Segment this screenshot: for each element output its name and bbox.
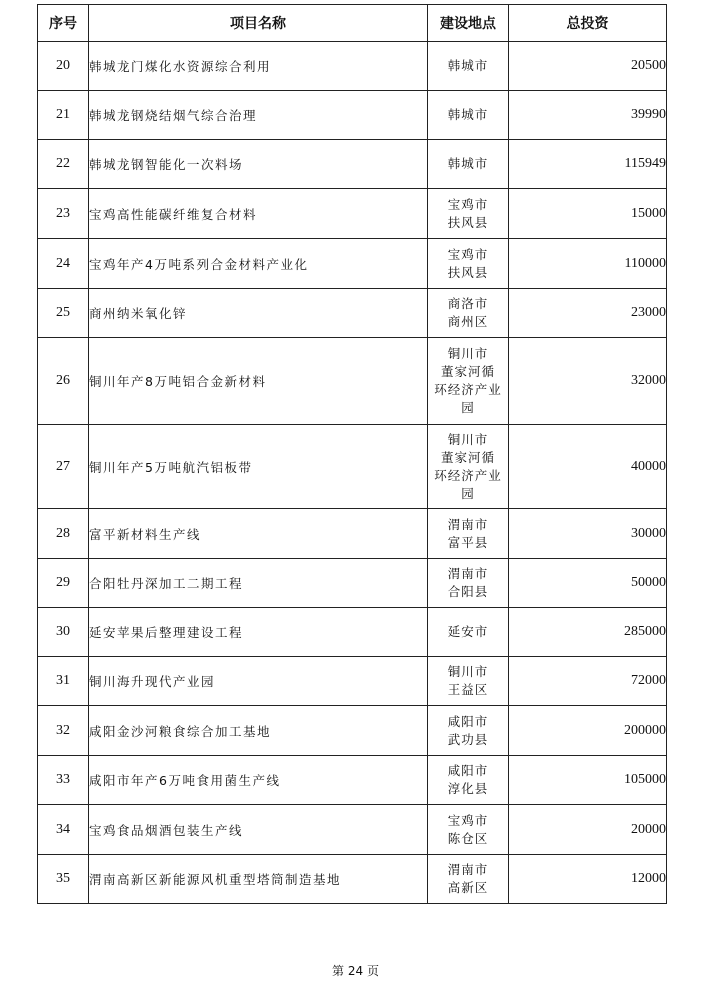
total-investment: 50000 bbox=[509, 559, 667, 608]
header-investment: 总投资 bbox=[509, 5, 667, 42]
project-location bbox=[428, 657, 509, 706]
project-table bbox=[37, 4, 667, 904]
table-row bbox=[38, 189, 667, 239]
location-line: 宝鸡市 bbox=[447, 812, 489, 828]
project-location bbox=[428, 805, 509, 855]
table-row bbox=[38, 289, 667, 338]
location-line: 韩城市 bbox=[447, 107, 489, 122]
table-row bbox=[38, 509, 667, 559]
project-name: 韩城龙钢智能化一次料场 bbox=[89, 140, 428, 189]
total-investment: 105000 bbox=[509, 756, 667, 805]
location-line: 园 bbox=[461, 400, 475, 415]
table-header-row bbox=[38, 5, 667, 42]
location-line: 董家河循 bbox=[440, 449, 495, 465]
row-number: 34 bbox=[38, 805, 89, 855]
project-name: 富平新材料生产线 bbox=[89, 509, 428, 559]
location-line: 铜川市 bbox=[447, 431, 489, 447]
table-row bbox=[38, 140, 667, 189]
project-location bbox=[428, 509, 509, 559]
location-line: 淳化县 bbox=[447, 781, 489, 796]
project-location bbox=[428, 140, 509, 189]
location-line: 宝鸡市 bbox=[447, 246, 489, 262]
project-name: 咸阳市年产6万吨食用菌生产线 bbox=[89, 756, 428, 805]
row-number: 24 bbox=[38, 239, 89, 289]
project-location bbox=[428, 756, 509, 805]
location-line: 园 bbox=[461, 485, 475, 501]
location-line: 咸阳市 bbox=[447, 713, 489, 729]
table-row bbox=[38, 91, 667, 140]
header-name: 项目名称 bbox=[89, 5, 428, 42]
header-location: 建设地点 bbox=[428, 5, 509, 42]
location-line: 渭南市 bbox=[447, 566, 489, 581]
total-investment: 40000 bbox=[509, 425, 667, 509]
location-line: 董家河循 bbox=[440, 364, 495, 379]
location-line: 宝鸡市 bbox=[447, 196, 489, 212]
total-investment: 115949 bbox=[509, 140, 667, 189]
total-investment: 30000 bbox=[509, 509, 667, 559]
project-name: 韩城龙门煤化水资源综合利用 bbox=[89, 42, 428, 91]
total-investment: 200000 bbox=[509, 706, 667, 756]
location-line: 铜川市 bbox=[447, 664, 489, 679]
project-location bbox=[428, 706, 509, 756]
project-location bbox=[428, 189, 509, 239]
total-investment: 12000 bbox=[509, 855, 667, 904]
project-name: 渭南高新区新能源风机重型塔筒制造基地 bbox=[89, 855, 428, 904]
project-location bbox=[428, 338, 509, 425]
table-row bbox=[38, 805, 667, 855]
row-number: 33 bbox=[38, 756, 89, 805]
location-line: 商洛市 bbox=[447, 296, 489, 311]
location-line: 韩城市 bbox=[447, 58, 489, 73]
total-investment: 32000 bbox=[509, 338, 667, 425]
header-no: 序号 bbox=[38, 5, 89, 42]
location-line: 商州区 bbox=[447, 314, 489, 329]
project-name: 宝鸡年产4万吨系列合金材料产业化 bbox=[89, 239, 428, 289]
project-location bbox=[428, 91, 509, 140]
total-investment: 20000 bbox=[509, 805, 667, 855]
project-location bbox=[428, 239, 509, 289]
row-number: 26 bbox=[38, 338, 89, 425]
location-line: 环经济产业 bbox=[434, 467, 502, 483]
location-line: 陈仓区 bbox=[447, 830, 489, 846]
project-name: 宝鸡食品烟酒包装生产线 bbox=[89, 805, 428, 855]
total-investment: 39990 bbox=[509, 91, 667, 140]
location-line: 延安市 bbox=[447, 624, 489, 639]
row-number: 21 bbox=[38, 91, 89, 140]
project-location bbox=[428, 289, 509, 338]
row-number: 20 bbox=[38, 42, 89, 91]
row-number: 30 bbox=[38, 608, 89, 657]
table-row bbox=[38, 425, 667, 509]
row-number: 22 bbox=[38, 140, 89, 189]
project-location bbox=[428, 42, 509, 91]
total-investment: 110000 bbox=[509, 239, 667, 289]
project-name: 延安苹果后整理建设工程 bbox=[89, 608, 428, 657]
project-name: 合阳牡丹深加工二期工程 bbox=[89, 559, 428, 608]
table-row bbox=[38, 608, 667, 657]
project-location bbox=[428, 855, 509, 904]
location-line: 扶风县 bbox=[447, 214, 489, 230]
row-number: 31 bbox=[38, 657, 89, 706]
total-investment: 15000 bbox=[509, 189, 667, 239]
project-location bbox=[428, 559, 509, 608]
location-line: 扶风县 bbox=[447, 264, 489, 280]
row-number: 32 bbox=[38, 706, 89, 756]
row-number: 25 bbox=[38, 289, 89, 338]
project-location bbox=[428, 425, 509, 509]
location-line: 咸阳市 bbox=[447, 763, 489, 778]
project-name: 宝鸡高性能碳纤维复合材料 bbox=[89, 189, 428, 239]
table-row bbox=[38, 338, 667, 425]
location-line: 韩城市 bbox=[447, 156, 489, 171]
location-line: 高新区 bbox=[447, 880, 489, 895]
location-line: 王益区 bbox=[447, 682, 489, 697]
project-name: 韩城龙钢烧结烟气综合治理 bbox=[89, 91, 428, 140]
location-line: 渭南市 bbox=[447, 862, 489, 877]
location-line: 环经济产业 bbox=[434, 382, 502, 397]
project-name: 咸阳金沙河粮食综合加工基地 bbox=[89, 706, 428, 756]
location-line: 渭南市 bbox=[447, 516, 489, 532]
table-row bbox=[38, 706, 667, 756]
location-line: 武功县 bbox=[447, 731, 489, 747]
row-number: 35 bbox=[38, 855, 89, 904]
page-number: 第 24 页 bbox=[332, 964, 379, 978]
project-name: 铜川海升现代产业园 bbox=[89, 657, 428, 706]
total-investment: 23000 bbox=[509, 289, 667, 338]
project-name: 商州纳米氧化锌 bbox=[89, 289, 428, 338]
total-investment: 72000 bbox=[509, 657, 667, 706]
row-number: 29 bbox=[38, 559, 89, 608]
row-number: 23 bbox=[38, 189, 89, 239]
row-number: 27 bbox=[38, 425, 89, 509]
location-line: 富平县 bbox=[447, 534, 489, 550]
location-line: 铜川市 bbox=[447, 346, 489, 361]
row-number: 28 bbox=[38, 509, 89, 559]
project-name: 铜川年产8万吨铝合金新材料 bbox=[89, 338, 428, 425]
table-row bbox=[38, 657, 667, 706]
table-row bbox=[38, 559, 667, 608]
total-investment: 20500 bbox=[509, 42, 667, 91]
project-location bbox=[428, 608, 509, 657]
total-investment: 285000 bbox=[509, 608, 667, 657]
table-row bbox=[38, 855, 667, 904]
table-row bbox=[38, 239, 667, 289]
table-row bbox=[38, 756, 667, 805]
project-name: 铜川年产5万吨航汽铝板带 bbox=[89, 425, 428, 509]
location-line: 合阳县 bbox=[447, 584, 489, 599]
table-row bbox=[38, 42, 667, 91]
table-body bbox=[38, 42, 667, 904]
